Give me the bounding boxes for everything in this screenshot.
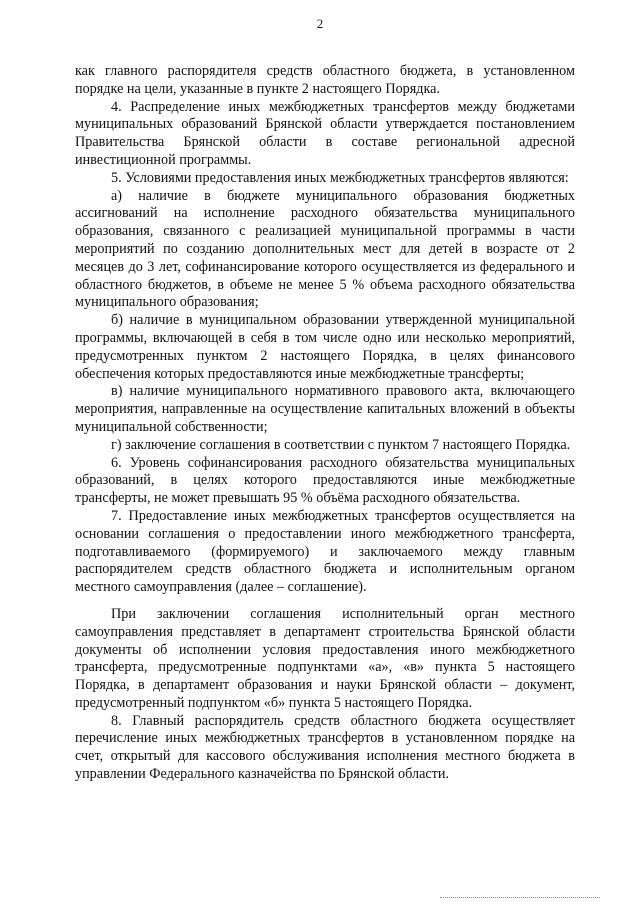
document-body	[75, 63, 575, 784]
page-number: 2	[316, 16, 324, 31]
paragraph-item-6: 6. Уровень софинансирования расходного обязательства муниципальных образований, в целях которого предоставляются иные межбюджетные трансферты, не может превышать 95 % объёма расходного обязательства.	[75, 454, 575, 507]
paragraph-continuation: как главного распорядителя средств областного бюджета, в установленном порядке на цели, указанные в пункте 2 настоящего Порядка.	[75, 63, 575, 97]
paragraph-item-7: 7. Предоставление иных межбюджетных трансфертов осуществляется на основании соглашения о предоставлении иного межбюджетного трансферта, подготавливаемого (формируемого) и заключаемого между главным распорядителем средств областного бюджета и исполнительным органом местного самоуправления (далее – соглашение).	[75, 507, 575, 596]
paragraph-item-8: 8. Главный распорядитель средств областного бюджета осуществляет перечисление иных межбюджетных трансфертов в установленном порядке на счет, открытый для кассового обслуживания исполнения местного бюджета в управлении Федерального казначейства по Брянской области.	[75, 712, 575, 783]
paragraph-item-4: 4. Распределение иных межбюджетных трансфертов между бюджетами муниципальных образований Брянской области утверждается постановлением Правительства Брянской области в составе региональной адресной инвестиционной программы.	[75, 98, 575, 168]
scan-edge-mark	[440, 897, 600, 899]
subparagraph-g: г) заключение соглашения в соответствии с пунктом 7 настоящего Порядка.	[111, 436, 571, 453]
subparagraph-b: б) наличие в муниципальном образовании утвержденной муниципальной программы, включающей в себя в том числе одно или несколько мероприятий, предусмотренных пунктом 2 настоящего Порядка, в целях финансового обеспечения которых предоставляются иные межбюджетные трансферты;	[75, 312, 575, 382]
subparagraph-v: в) наличие муниципального нормативного правового акта, включающего мероприятия, направленные на осуществление капитальных вложений в объекты муниципальной собственности;	[75, 383, 575, 435]
paragraph-item-5: 5. Условиями предоставления иных межбюджетных трансфертов являются:	[111, 169, 569, 186]
paragraph-agreement-conclusion: При заключении соглашения исполнительный орган местного самоуправления представляет в департамент строительства Брянской области документы об исполнении условия предоставления иного межбюджетного трансферта, предусмотренные подпунктами «а», «в» пункта 5 настоящего Порядка, в департамент образования и науки Брянской области – документ, предусмотренный подпунктом «б» пункта 5 настоящего Порядка.	[75, 605, 575, 711]
subparagraph-a: а) наличие в бюджете муниципального образования бюджетных ассигнований на исполнение расходного обязательства муниципального образования, связанного с реализацией муниципальной программы в части мероприятий по созданию дополнительных мест для детей в возрасте от 2 месяцев до 3 лет, софинансирование которого осуществляется из федерального и областного бюджетов, в объеме не менее 5 % объема расходного обязательства муниципального образования;	[75, 187, 575, 311]
